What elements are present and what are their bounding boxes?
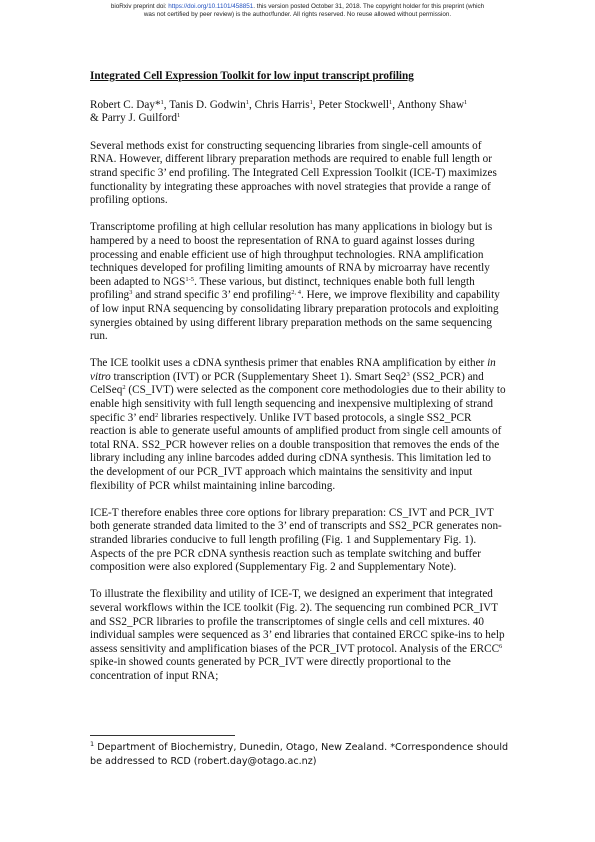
header-line-2: was not certified by peer review) is the author/funder. All rights reserved. No reuse allowed without permission. xyxy=(143,11,452,18)
footnote-divider xyxy=(90,735,235,736)
author-list: Robert C. Day*$^1$, Tanis D. Godwin$^1$, Chris Harris$^1$, Peter Stockwell$^1$, Anthony Shaw$^1$ & Parry J. Guilford$^1$ xyxy=(90,98,468,125)
abstract-paragraph: Several methods exist for constructing sequencing libraries from single-cell amounts of RNA. However, different library preparation methods are required to enable full length or strand specific 3’ end profiling. The Integrated Cell Expression Toolkit (ICE-T) maximizes functionality by integrating these approaches with novel strategies that provide a range of profiling options. xyxy=(90,139,497,207)
affiliation-footnote: $^1$ Department of Biochemistry, Dunedin, Otago, New Zealand. *Correspondence should be addressed to RCD (robert.day@otago.ac.nz) xyxy=(90,740,509,767)
intro-paragraph: Transcriptome profiling at high cellular resolution has many applications in biology but is hampered by a need to boost the representation of RNA to guard against losses during processing and enable efficient use of high throughput technologies. RNA amplification techniques developed for profiling limiting amounts of RNA by microarray have recently been adapted to NGS$^{1-5}$. These various, but distinct, techniques enable both full length profiling$^3$ and strand specific 3’ end profiling$^{2, 4}$. Here, we improve flexibility and capability of low input RNA sequencing by consolidating library preparation protocols and exploiting synergies obtained by using different library preparation methods on the same sequencing run. xyxy=(90,221,500,343)
doi-link[interactable]: https://doi.org/10.1101/458851 xyxy=(168,3,254,10)
results-paragraph: To illustrate the flexibility and utility of ICE-T, we designed an experiment that integrated several workflows within the ICE toolkit (Fig. 2). The sequencing run combined PCR_IVT and SS2_PCR libraries to profile the transcriptomes of single cells and cell mixtures. 40 individual samples were sequenced as 3’ end libraries that contained ERCC spike-ins to help assess sensitivity and amplification biases of the PCR_IVT protocol. Analysis of the ERCC$^6$ spike-in showed counts generated by PCR_IVT were directly proportional to the concentration of input RNA; xyxy=(90,588,505,682)
options-paragraph: ICE-T therefore enables three core options for library preparation: CS_IVT and PCR_IVT both generate stranded data limited to the 3’ end of transcripts and SS2_PCR generates non-stranded libraries conducive to full length profiling (Fig. 1 and Supplementary Fig. 1). Aspects of the pre PCR cDNA synthesis reaction such as template switching and buffer composition were also explored (Supplementary Fig. 2 and Supplementary Note). xyxy=(90,506,502,574)
methods-paragraph: The ICE toolkit uses a cDNA synthesis primer that enables RNA amplification by either in vitro transcription (IVT) or PCR (Supplementary Sheet 1). Smart $Seq2^3$ (SS2_PCR) and CelSeq$^2$ (CS_IVT) were selected as the component core methodologies due to their ability to enable high sensitivity with full length sequencing and inexpensive multiplexing of strand specific 3’ end$^2$ libraries respectively. Unlike IVT based protocols, a single SS2_PCR reaction is able to generate useful amounts of amplified product from single cell amounts of total RNA. SS2_PCR however relies on a double transposition that removes the ends of the library including any inline barcodes added during cDNA synthesis. This limitation led to the development of our PCR_IVT approach which maintains the sensitivity and input flexibility of PCR whilst maintaining inline barcoding. xyxy=(90,357,506,492)
paper-body xyxy=(90,70,507,697)
preprint-header xyxy=(0,3,595,19)
header-line-1: bioRxiv preprint doi: https://doi.org/10.1101/458851. this version posted October 31, 2018. The copyright holder for this preprint (which xyxy=(110,3,485,10)
paper-title: Integrated Cell Expression Toolkit for low input transcript profiling xyxy=(90,70,414,82)
